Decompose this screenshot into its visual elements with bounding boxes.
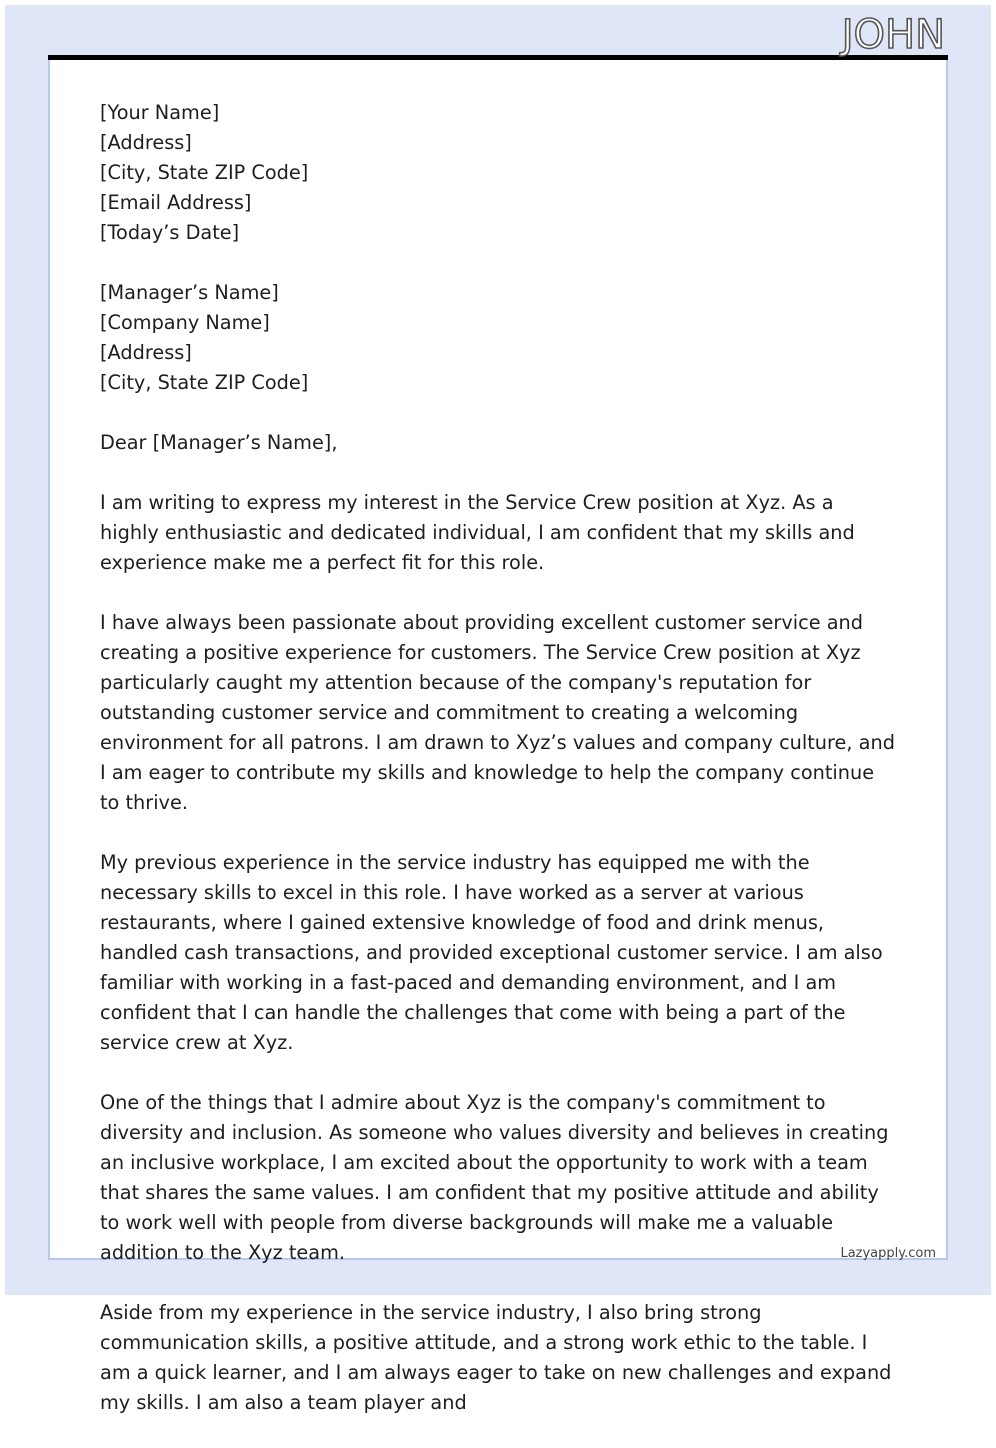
recipient-company: [Company Name] [100,311,270,334]
body-paragraph: I have always been passionate about providing excellent customer service and creating a positive experience for customers. The Service Crew position at Xyz particularly caught my attention because of the company's reputation for outstanding customer service and commitment to creating a welcoming environment for all patrons. I am drawn to Xyz’s values and company culture, and I am eager to contribute my skills and knowledge to help the company continue to thrive. [100,611,895,814]
body-paragraph: Aside from my experience in the service industry, I also bring strong communication skills, a positive attitude, and a strong work ethic to the table. I am a quick learner, and I am always eager to take on new challenges and expand my skills. I am also a team player and [100,1301,892,1414]
sender-block [100,98,900,248]
sender-email: [Email Address] [100,191,252,214]
letter-date: [Today’s Date] [100,221,240,244]
sender-address: [Address] [100,131,192,154]
body-paragraph: One of the things that I admire about Xyz is the company's commitment to diversity and inclusion. As someone who values diversity and believes in creating an inclusive workplace, I am excited about the opportunity to work with a team that shares the same values. I am confident that my positive attitude and ability to work well with people from diverse backgrounds will make me a valuable addition to the Xyz team. [100,1091,889,1264]
watermark: Lazyapply.com [840,1246,936,1261]
salutation: Dear [Manager’s Name], [100,431,338,454]
header-rule [48,55,948,60]
body-paragraph: My previous experience in the service industry has equipped me with the necessary skills to excel in this role. I have worked as a server at various restaurants, where I gained extensive knowledge of food and drink menus, handled cash transactions, and provided exceptional customer service. I am also familiar with working in a fast-paced and demanding environment, and I am confident that I can handle the challenges that come with being a part of the service crew at Xyz. [100,851,883,1054]
body-paragraph: I am writing to express my interest in the Service Crew position at Xyz. As a highly enthusiastic and dedicated individual, I am confident that my skills and experience make me a perfect fit for this role. [100,491,855,574]
spacer [100,248,900,278]
sender-city: [City, State ZIP Code] [100,161,309,184]
cover-letter [100,98,900,1448]
logo-text: JOHN [841,12,945,58]
spacer [100,398,900,428]
recipient-block [100,278,900,398]
recipient-name: [Manager’s Name] [100,281,279,304]
spacer [100,458,900,488]
recipient-city: [City, State ZIP Code] [100,371,309,394]
recipient-address: [Address] [100,341,192,364]
sender-name: [Your Name] [100,101,220,124]
